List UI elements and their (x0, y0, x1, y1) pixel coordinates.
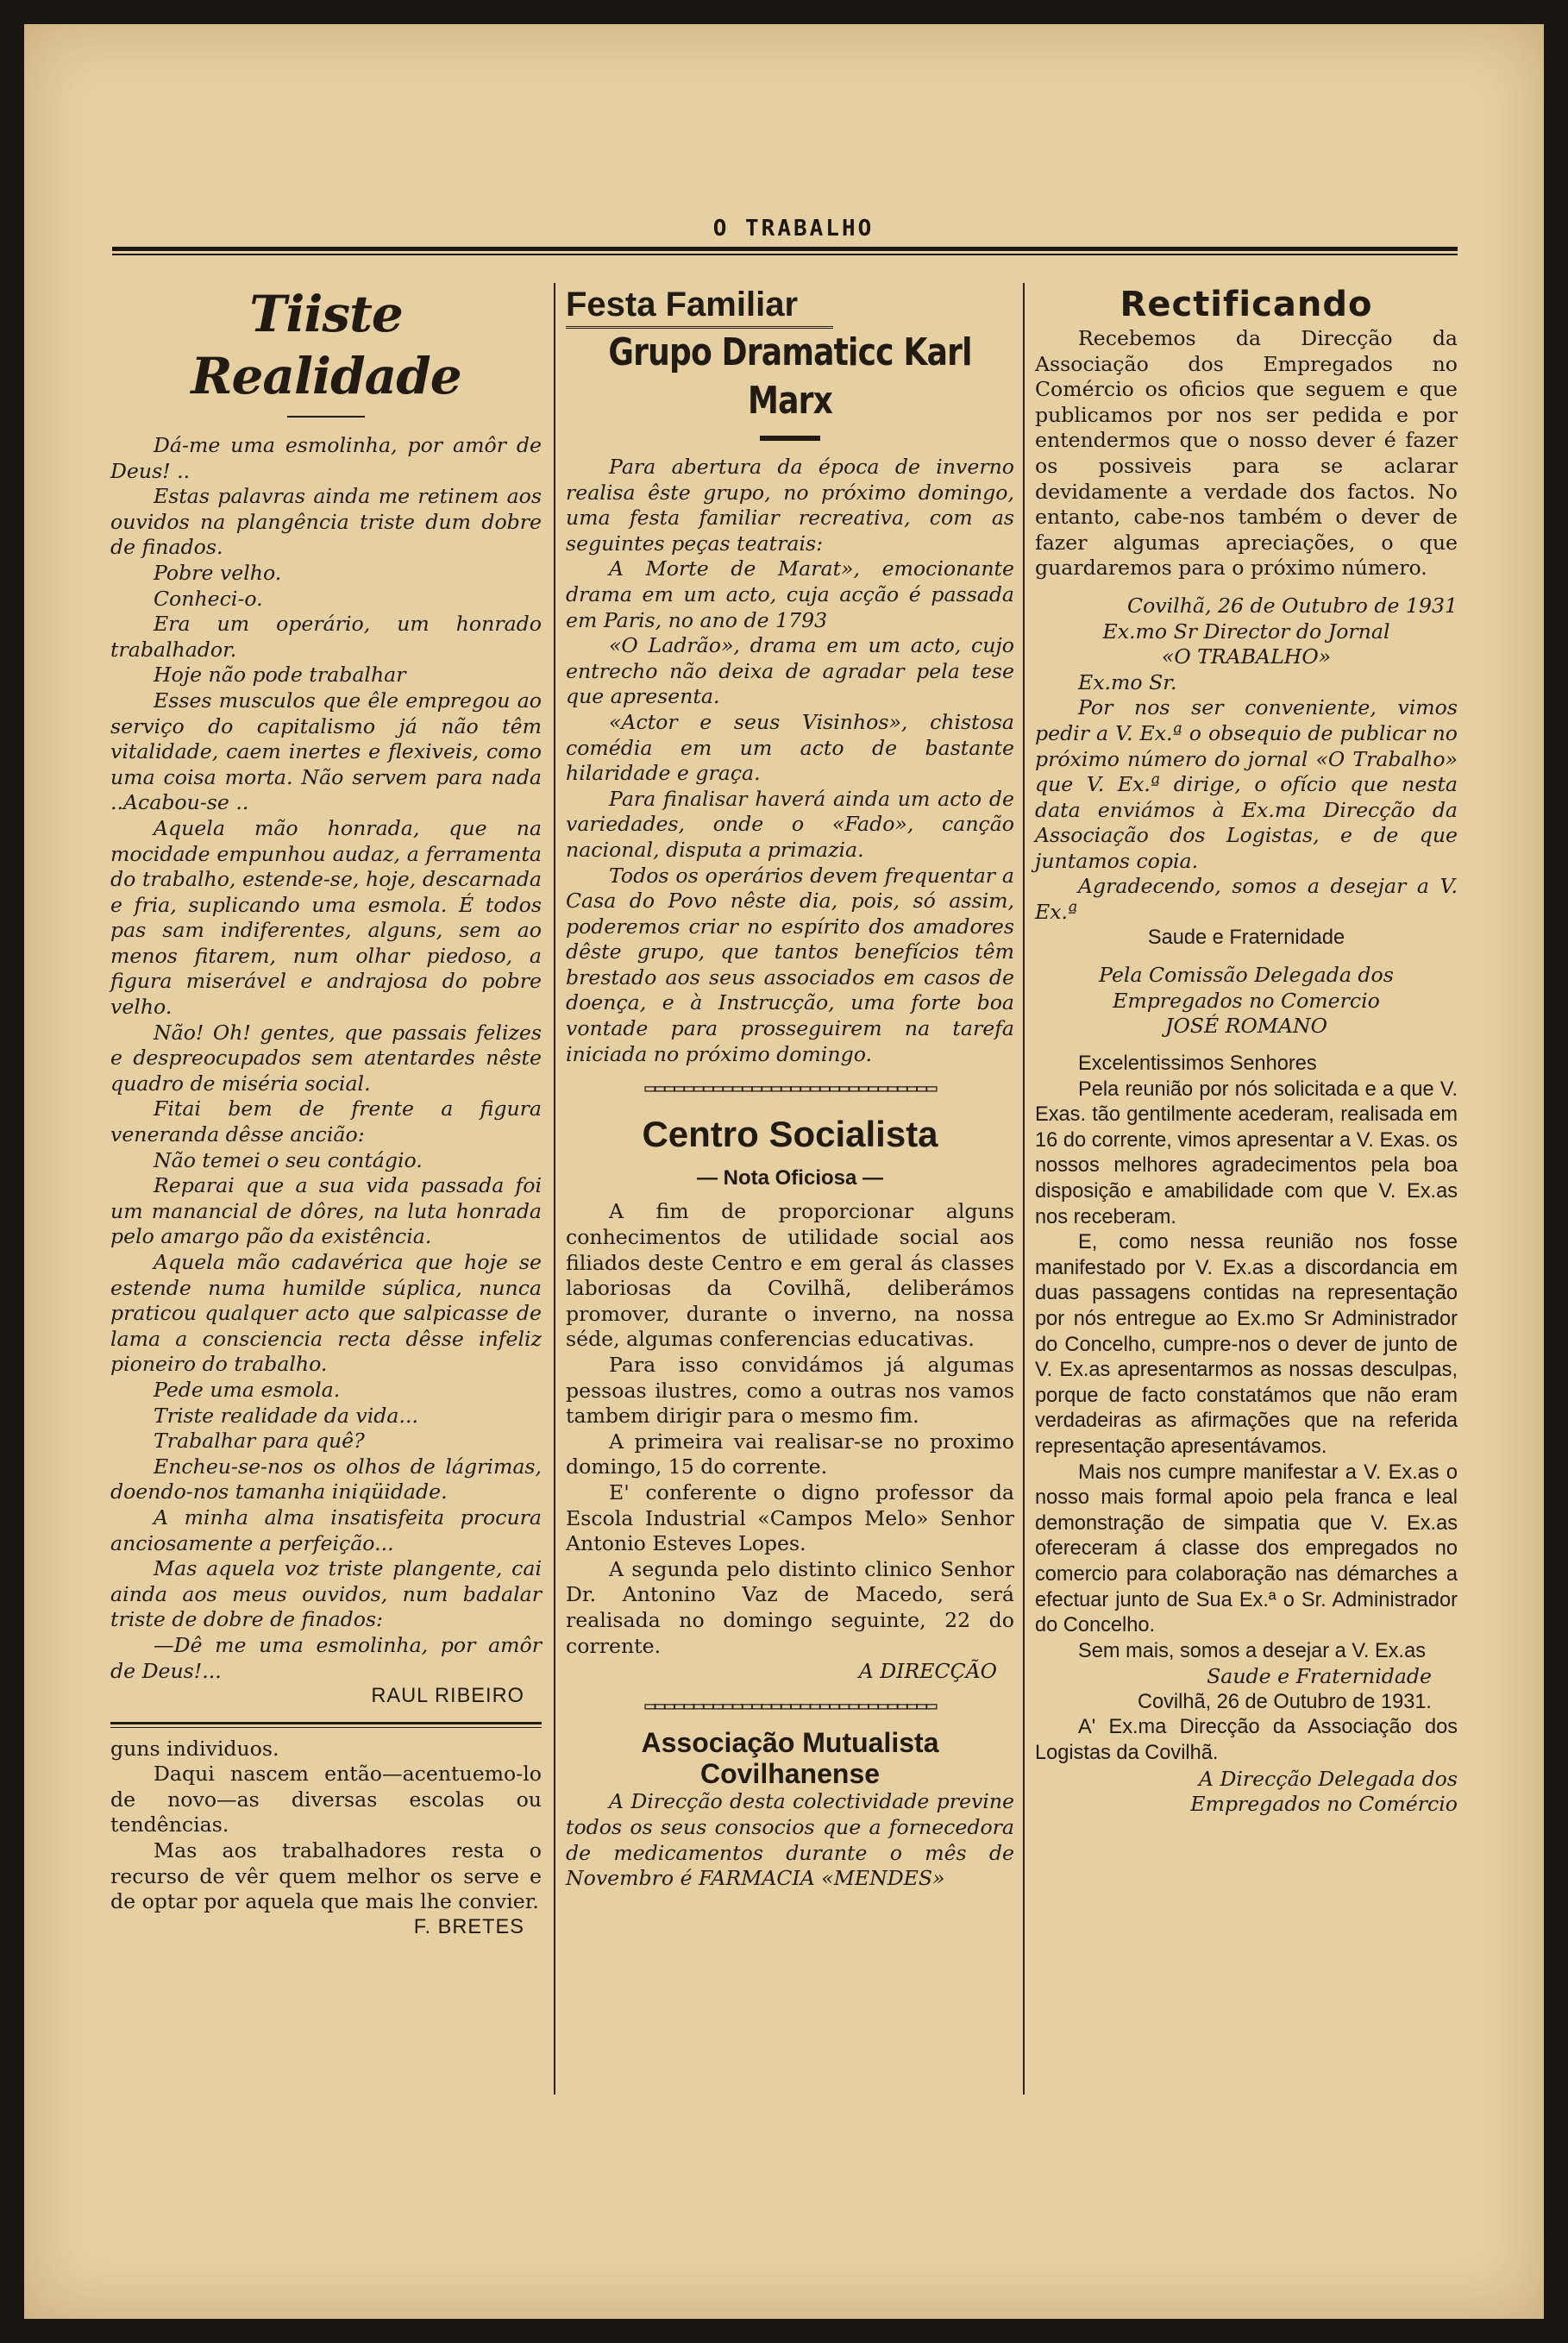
paragraph: Aquela mão cadavérica que hoje se estende numa humilde súplica, nunca praticou qualquer acto que salpicasse de lama a consciencia recta dêsse infeliz pioneiro do trabalho. (110, 1250, 542, 1377)
ornamental-rule: ▭▭▭▭▭▭▭▭▭▭▭▭▭▭▭▭▭▭▭▭▭▭▭▭▭▭▭▭▭▭ (644, 1694, 936, 1717)
letter-salutation: Ex.mo Sr. (1078, 669, 1177, 694)
article-body-associacao (566, 1789, 1014, 1891)
letter-salutation: Excelentissimos Senhores (1078, 1052, 1317, 1076)
paragraph: Dá-me uma esmolinha, por amôr de Deus! .. (110, 433, 542, 483)
paragraph: —Dê me uma esmolinha, por amôr de Deus!... (110, 1632, 542, 1683)
paragraph: Pede uma esmola. (154, 1377, 341, 1402)
paragraph: Fitai bem de frente a figura veneranda dêsse ancião: (110, 1096, 542, 1147)
paragraph: Daqui nascem então—acentuemo-lo de novo—as diversas escolas ou tendências. (110, 1762, 542, 1837)
section-rule (110, 1722, 542, 1728)
article-title-triste-realidade: Tiiste Realidade (191, 285, 461, 405)
article-body-triste-realidade (110, 433, 542, 1684)
paragraph: Mais nos cumpre manifestar a V. Ex.as o nosso mais formal apoio pela franca e leal demonstração de simpatia que V. Ex.as ofereceram á classe dos empregados no comercio para colaboração nas démarches a efectuar junto de Sua Ex.ª o Sr. Administrador do Concelho. (1035, 1460, 1458, 1637)
column-left (110, 283, 542, 1940)
newspaper-page (24, 24, 1544, 2319)
paragraph: Para abertura da época de inverno realisa êste grupo, no próximo domingo, uma festa familiar recreativa, com as seguintes peças teatrais: (566, 455, 1014, 556)
paragraph: Esses musculos que êle empregou ao serviço do capitalismo já não têm vitalidade, caem inertes e flexiveis, como uma coisa morta. Não servem para nada ..Acabou-se .. (110, 688, 542, 815)
paragraph: Conheci-o. (154, 586, 263, 611)
letter-date: Covilhã, 26 de Outubro de 1931 (1127, 593, 1458, 618)
paragraph: Trabalhar para quê? (154, 1429, 365, 1454)
paragraph: guns individuos. (110, 1736, 279, 1761)
column-divider (554, 283, 555, 2095)
paragraph: Recebemos da Direcção da Associação dos Empregados no Comércio os oficios que seguem e que publicamos por nos ser pedida e por entendermos que o nosso dever é fazer os possiveis para se aclarar devidamente a verdade dos factos. No entanto, cabe-nos também o dever de fazer algumas apreciações, o que guardaremos para o próximo número. (1035, 326, 1458, 581)
paragraph: Para finalisar haverá ainda um acto de variedades, onde o «Fado», canção nacional, disputa a primazia. (566, 786, 1014, 862)
ornamental-rule: ▭▭▭▭▭▭▭▭▭▭▭▭▭▭▭▭▭▭▭▭▭▭▭▭▭▭▭▭▭▭ (644, 1077, 936, 1100)
letter-signatory: Pela Comissão Delegada dos Empregados no Comercio (1099, 963, 1394, 1013)
article-body-festa (566, 455, 1014, 1067)
paragraph: A fim de proporcionar alguns conhecimentos de utilidade social aos filiados deste Centro e em geral ás classes laboriosas da Covilhã, deliberámos promover, durante o inverno, na nossa séde, algumas conferencias educativas. (566, 1199, 1014, 1352)
masthead: O TRABALHO (712, 216, 875, 242)
heading-festa-familiar: Festa Familiar (566, 283, 833, 329)
title-separator (287, 416, 365, 418)
paragraph: «Actor e seus Visinhos», chistosa comédia em um acto de bastante hilaridade e graça. (566, 709, 1014, 786)
paragraph: Pobre velho. (154, 560, 282, 585)
letter-addressee: Ex.mo Sr Director do Jornal (1102, 619, 1390, 644)
column-right (1035, 283, 1458, 1818)
letter-signatory-name: JOSÉ ROMANO (1165, 1014, 1327, 1039)
masthead-rule (112, 247, 1458, 255)
letter-greeting: Saude e Fraternidade (1207, 1664, 1432, 1689)
paragraph: «O Ladrão», drama em um acto, cujo entrecho não deixa de agradar pela tese que apresenta. (566, 633, 1014, 709)
paragraph: Mas aquela voz triste plangente, cai ainda aos meus ouvidos, num badalar triste de dobre de finados: (110, 1556, 542, 1632)
letter-body (1035, 1077, 1458, 1665)
letter-greeting: Saude e Fraternidade (1147, 926, 1345, 949)
paragraph: Sem mais, somos a desejar a V. Ex.as (1078, 1639, 1427, 1662)
letter-signatory: A Direcção Delegada dos Empregados no Comércio (1190, 1766, 1458, 1817)
paragraph: E, como nessa reunião nos fosse manifestado por V. Ex.as a discordancia em duas passagens contidas na representação por nós entregue ao Ex.mo Sr Administrador do Concelho, cumpre-nos o dever de junto de V. Ex.as apresentarmos as nossas desculpas, porque de facto constatámos que não eram verdadeiras as afirmações que na referida representação apresentávamos. (1035, 1231, 1458, 1458)
heading-rectificando: Rectificando (1120, 285, 1373, 324)
paragraph: Hoje não pode trabalhar (154, 663, 406, 688)
heading-grupo-dramatico: Grupo Dramaticc Karl Marx (608, 330, 972, 423)
paragraph: Para isso convidámos já algumas pessoas ilustres, como a outras nos vamos tambem dirigir para o mesmo fim. (566, 1353, 1014, 1429)
paragraph: A minha alma insatisfeita procura anciosamente a perfeição... (110, 1504, 542, 1555)
paragraph: Não temei o seu contágio. (154, 1147, 423, 1172)
paragraph: E' conferente o digno professor da Escola Industrial «Campos Melo» Senhor Antonio Esteves Lopes. (566, 1479, 1014, 1556)
column-divider (1023, 283, 1025, 2095)
signature-raul-ribeiro: RAUL RIBEIRO (371, 1685, 524, 1708)
letter-addressee: «O TRABALHO» (1161, 644, 1332, 669)
paragraph: A Morte de Marat», emocionante drama em um acto, cuja acção é passada em Paris, no ano de 1793 (566, 556, 1014, 632)
paragraph: Encheu-se-nos os olhos de lágrimas, doendo-nos tamanha iniqüidade. (110, 1454, 542, 1504)
paragraph: Aquela mão honrada, que na mocidade empunhou audaz, a ferramenta do trabalho, estende-se, hoje, descarnada e fria, suplicando uma esmola. É todos pas sam indiferentes, alguns, sem ao menos fitarem, num olhar piedoso, a figura miserável e andrajosa do pobre velho. (110, 815, 542, 1020)
letter-addressee: A' Ex.ma Direcção da Associação dos Logistas da Covilhã. (1035, 1716, 1458, 1765)
title-separator (760, 436, 820, 441)
paragraph: Reparai que a sua vida passada foi um manancial de dôres, na luta honrada pelo amargo pão da existência. (110, 1173, 542, 1249)
paragraph: Todos os operários devem frequentar a Casa do Povo nêste dia, pois, só assim, poderemos criar no espírito dos amadores dêste grupo, que tantos benefícios têm brestado aos seus associados em casos de doença, e à Instrucção, uma forte boa vontade para prosseguirem na tarefa iniciada no próximo domingo. (566, 863, 1014, 1066)
paragraph: Era um operário, um honrado trabalhador. (110, 612, 542, 662)
paragraph: A segunda pelo distinto clinico Senhor Dr. Antonino Vaz de Macedo, será realisada no domingo seguinte, 22 do corrente. (566, 1556, 1014, 1658)
paragraph: Triste realidade da vida... (154, 1403, 418, 1428)
subheading-nota-oficiosa: — Nota Oficiosa — (696, 1165, 884, 1190)
paragraph: A Direcção desta colectividade previne todos os seus consocios que a fornecedora de medicamentos durante o mês de Novembro é FARMACIA «MENDES» (566, 1789, 1014, 1891)
heading-associacao-mutualista: Associação Mutualista Covilhanense (641, 1727, 939, 1790)
paragraph: Agradecendo, somos a desejar a V. Ex.ª (1035, 874, 1458, 925)
paragraph: Não! Oh! gentes, que passais felizes e despreocupados sem atentardes nêste quadro de miséria social. (110, 1020, 542, 1096)
signature-a-direccao: A DIRECÇÃO (858, 1659, 997, 1684)
article-continuation (110, 1737, 542, 1915)
paragraph: A primeira vai realisar-se no proximo domingo, 15 do corrente. (566, 1429, 1014, 1479)
paragraph: Estas palavras ainda me retinem aos ouvidos na plangência triste dum dobre de finados. (110, 484, 542, 560)
letter-date: Covilhã, 26 de Outubro de 1931. (1137, 1690, 1432, 1713)
paragraph: Por nos ser conveniente, vimos pedir a V. Ex.ª o obsequio de publicar no próximo número do jornal «O Trabalho» que V. Ex.ª dirige, o ofício que nesta data enviámos à Ex.ma Direcção da Associação dos Logistas, e de que juntamos copia. (1035, 695, 1458, 873)
heading-centro-socialista: Centro Socialista (642, 1113, 938, 1154)
paragraph: Mas aos trabalhadores resta o recurso de vêr quem melhor os serve e de optar por aquela que mais lhe convier. (110, 1838, 542, 1914)
article-body-centro (566, 1199, 1014, 1659)
column-middle (566, 283, 1014, 1892)
paragraph: Pela reunião por nós solicitada e a que V. Exas. tão gentilmente acederam, realisada em 16 do corrente, vimos apresentar a V. Exas. os nossos melhores agradecimentos pela boa disposição e amabilidade com que V. Ex.as nos receberam. (1035, 1077, 1458, 1228)
signature-f-bretes: F. BRETES (413, 1915, 524, 1938)
